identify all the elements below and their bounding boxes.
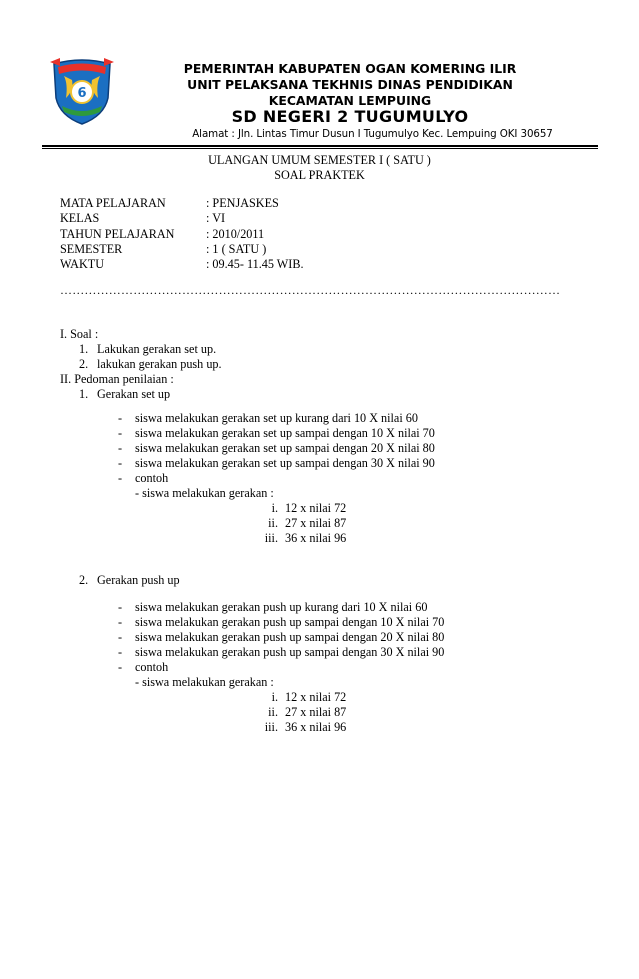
bullet-dash: -: [118, 471, 123, 485]
scoring-section-title: Gerakan push up: [97, 573, 180, 587]
question-number: 1.: [79, 342, 89, 356]
question-text: lakukan gerakan push up.: [97, 357, 222, 371]
info-key: SEMESTER: [60, 241, 123, 256]
info-value: : 1 ( SATU ): [206, 241, 267, 256]
letterhead-divider-thick: [42, 145, 598, 147]
scoring-criterion: siswa melakukan gerakan set up sampai dengan 30 X nilai 90: [135, 456, 435, 470]
regency-emblem-logo: [46, 54, 118, 128]
info-value: : 2010/2011: [206, 226, 265, 241]
letterhead-school-name: SD NEGERI 2 TUGUMULYO: [231, 107, 469, 126]
letterhead-line-government: PEMERINTAH KABUPATEN OGAN KOMERING ILIR: [183, 61, 517, 76]
scoring-criterion: siswa melakukan gerakan push up sampai dengan 20 X nilai 80: [135, 630, 445, 644]
example-text: 36 x nilai 96: [285, 720, 347, 734]
exam-title: ULANGAN UMUM SEMESTER I ( SATU ): [208, 153, 431, 167]
scoring-criterion: siswa melakukan gerakan set up sampai dengan 10 X nilai 70: [135, 426, 435, 440]
scoring-section-number: 1.: [79, 387, 89, 401]
bullet-dash: -: [118, 660, 123, 674]
example-number: iii.: [264, 531, 278, 545]
bullet-dash: -: [118, 630, 123, 644]
svg-text:6: 6: [77, 86, 87, 101]
info-key: WAKTU: [60, 257, 104, 272]
bullet-dash: -: [118, 441, 123, 455]
example-text: 27 x nilai 87: [285, 516, 347, 530]
letterhead-address: Alamat : Jln. Lintas Timur Dusun I Tugumulyo Kec. Lempuing OKI 30657: [192, 128, 553, 140]
info-value: : VI: [206, 211, 226, 226]
letterhead-line-unit: UNIT PELAKSANA TEKHNIS DINAS PENDIDIKAN: [187, 77, 513, 92]
example-number: ii.: [268, 516, 278, 530]
dotted-separator: ……………………………………………………………………………………………………………: [60, 283, 561, 297]
scoring-criterion: contoh: [135, 471, 169, 485]
exam-subtitle: SOAL PRAKTEK: [274, 168, 365, 182]
scoring-criterion: siswa melakukan gerakan set up sampai dengan 20 X nilai 80: [135, 441, 435, 455]
bullet-dash: -: [118, 426, 123, 440]
info-key: KELAS: [60, 211, 100, 226]
example-number: iii.: [264, 720, 278, 734]
letterhead-divider-thin: [42, 148, 598, 149]
scoring-section-title: Gerakan set up: [97, 387, 171, 401]
info-key: TAHUN PELAJARAN: [60, 226, 175, 241]
bullet-dash: -: [118, 600, 123, 614]
scoring-section-number: 2.: [79, 573, 89, 587]
example-text: 12 x nilai 72: [285, 501, 347, 515]
example-lead: - siswa melakukan gerakan :: [135, 675, 274, 689]
info-value: : PENJASKES: [206, 196, 279, 210]
scoring-criterion: siswa melakukan gerakan push up sampai dengan 10 X nilai 70: [135, 615, 445, 629]
scoring-criterion: contoh: [135, 660, 169, 674]
example-number: i.: [271, 501, 278, 515]
bullet-dash: -: [118, 456, 123, 470]
example-number: ii.: [268, 705, 278, 719]
section-heading-scoring-guide: II. Pedoman penilaian :: [60, 372, 174, 386]
example-text: 12 x nilai 72: [285, 690, 347, 704]
example-lead: - siswa melakukan gerakan :: [135, 486, 274, 500]
letterhead-line-district: KECAMATAN LEMPUING: [268, 93, 432, 108]
bullet-dash: -: [118, 645, 123, 659]
example-text: 27 x nilai 87: [285, 705, 347, 719]
section-heading-questions: I. Soal :: [60, 327, 99, 341]
info-value: : 09.45- 11.45 WIB.: [206, 257, 304, 272]
scoring-criterion: siswa melakukan gerakan push up kurang dari 10 X nilai 60: [135, 600, 428, 614]
question-text: Lakukan gerakan set up.: [97, 342, 217, 356]
info-key: MATA PELAJARAN: [60, 196, 166, 210]
example-number: i.: [271, 690, 278, 704]
bullet-dash: -: [118, 615, 123, 629]
question-number: 2.: [79, 357, 89, 371]
example-text: 36 x nilai 96: [285, 531, 347, 545]
scoring-criterion: siswa melakukan gerakan push up sampai dengan 30 X nilai 90: [135, 645, 445, 659]
scoring-criterion: siswa melakukan gerakan set up kurang dari 10 X nilai 60: [135, 411, 418, 425]
bullet-dash: -: [118, 411, 123, 425]
